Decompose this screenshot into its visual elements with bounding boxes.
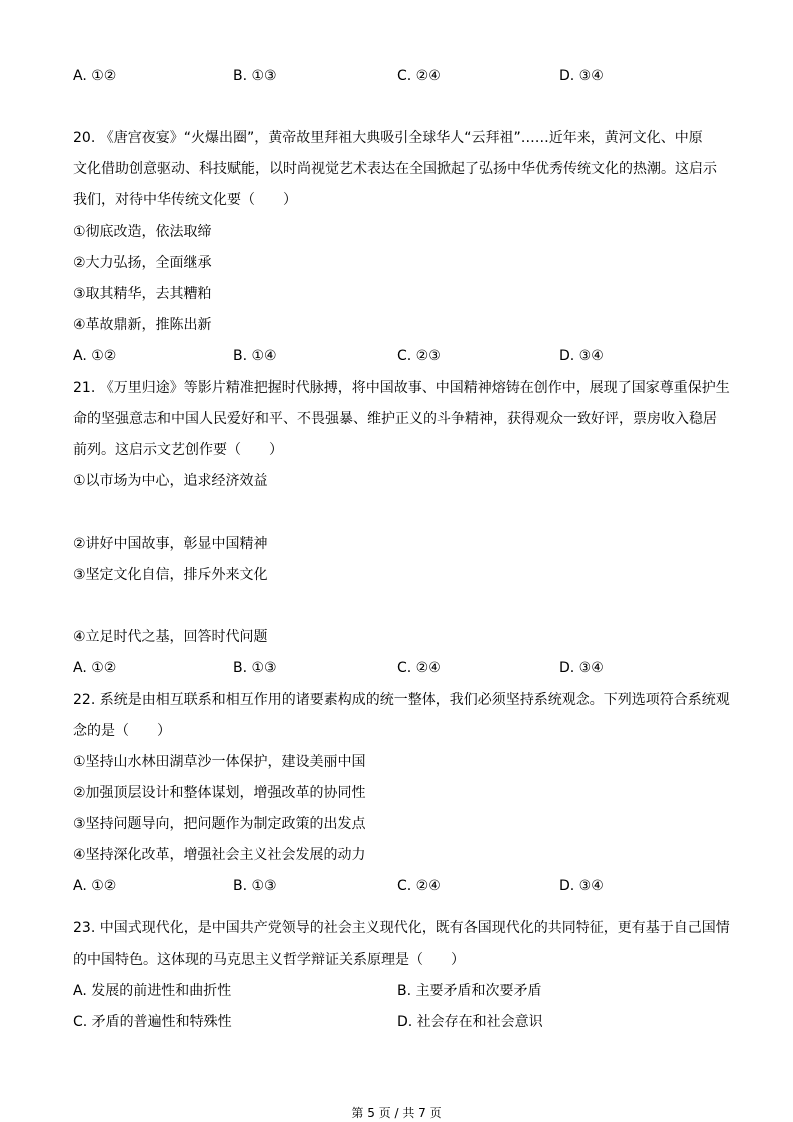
q19-option-c: C. ②④	[397, 68, 441, 84]
q19-option-b: B. ①③	[233, 68, 277, 84]
q21-option-c: C. ②④	[397, 660, 441, 676]
q22-option-c: C. ②④	[397, 878, 441, 894]
q20-option-a: A. ①②	[73, 348, 117, 364]
q20-stem-line-1: 20. 《唐宫夜宴》“火爆出圈”，黄帝故里拜祖大典吸引全球华人“云拜祖”……近年来，黄河文化、中原	[73, 130, 703, 146]
q20-item-1: ①彻底改造，依法取缔	[73, 224, 212, 240]
q22-option-d: D. ③④	[559, 878, 604, 894]
q21-option-a: A. ①②	[73, 660, 117, 676]
q21-item-1: ①以市场为中心，追求经济效益	[73, 473, 268, 489]
q20-item-4: ④革故鼎新，推陈出新	[73, 317, 212, 333]
q22-item-1: ①坚持山水林田湖草沙一体保护，建设美丽中国	[73, 754, 366, 770]
q20-option-d: D. ③④	[559, 348, 604, 364]
q21-options	[73, 658, 733, 678]
q20-option-c: C. ②③	[397, 348, 441, 364]
q21-item-2: ②讲好中国故事，彰显中国精神	[73, 536, 268, 552]
q22-item-3: ③坚持问题导向，把问题作为制定政策的出发点	[73, 816, 366, 832]
q20-stem-line-3: 我们，对待中华传统文化要（ ）	[73, 192, 297, 208]
q20-options	[73, 346, 733, 366]
q22-stem-line-2: 念的是（ ）	[73, 723, 171, 739]
q22-options	[73, 876, 733, 896]
q23-option-d: D. 社会存在和社会意识	[397, 1014, 543, 1030]
q23-options-row-1	[73, 981, 733, 1001]
q20-item-2: ②大力弘扬，全面继承	[73, 255, 212, 271]
q21-stem-line-2: 命的坚强意志和中国人民爱好和平、不畏强暴、维护正义的斗争精神，获得观众一致好评，票房收入稳居	[73, 411, 717, 427]
q22-option-b: B. ①③	[233, 878, 277, 894]
q19-option-d: D. ③④	[559, 68, 604, 84]
q21-stem-line-3: 前列。这启示文艺创作要（ ）	[73, 442, 283, 458]
q20-item-3: ③取其精华，去其糟粕	[73, 286, 212, 302]
q22-item-2: ②加强顶层设计和整体谋划，增强改革的协同性	[73, 785, 366, 801]
q23-option-a: A. 发展的前进性和曲折性	[73, 983, 232, 999]
q23-options-row-2	[73, 1012, 733, 1032]
q21-item-4: ④立足时代之基，回答时代问题	[73, 629, 268, 645]
q21-stem-line-1: 21. 《万里归途》等影片精准把握时代脉搏，将中国故事、中国精神熔铸在创作中，展现了国家尊重保护生	[73, 380, 730, 396]
q19-option-a: A. ①②	[73, 68, 117, 84]
q23-option-c: C. 矛盾的普遍性和特殊性	[73, 1014, 232, 1030]
page-footer: 第 5 页 / 共 7 页	[351, 1106, 442, 1120]
q22-stem-line-1: 22. 系统是由相互联系和相互作用的诸要素构成的统一整体，我们必须坚持系统观念。下列选项符合系统观	[73, 692, 730, 708]
q19-options	[73, 66, 733, 86]
q21-item-3: ③坚定文化自信，排斥外来文化	[73, 567, 268, 583]
q22-option-a: A. ①②	[73, 878, 117, 894]
q23-option-b: B. 主要矛盾和次要矛盾	[397, 983, 542, 999]
q20-stem-line-2: 文化借助创意驱动、科技赋能，以时尚视觉艺术表达在全国掀起了弘扬中华优秀传统文化的热潮。这启示	[73, 161, 717, 177]
q22-item-4: ④坚持深化改革，增强社会主义社会发展的动力	[73, 847, 366, 863]
q20-option-b: B. ①④	[233, 348, 277, 364]
q23-stem-line-1: 23. 中国式现代化，是中国共产党领导的社会主义现代化，既有各国现代化的共同特征，更有基于自己国情	[73, 920, 730, 936]
q23-stem-line-2: 的中国特色。这体现的马克思主义哲学辩证关系原理是（ ）	[73, 952, 465, 968]
q21-option-b: B. ①③	[233, 660, 277, 676]
q21-option-d: D. ③④	[559, 660, 604, 676]
